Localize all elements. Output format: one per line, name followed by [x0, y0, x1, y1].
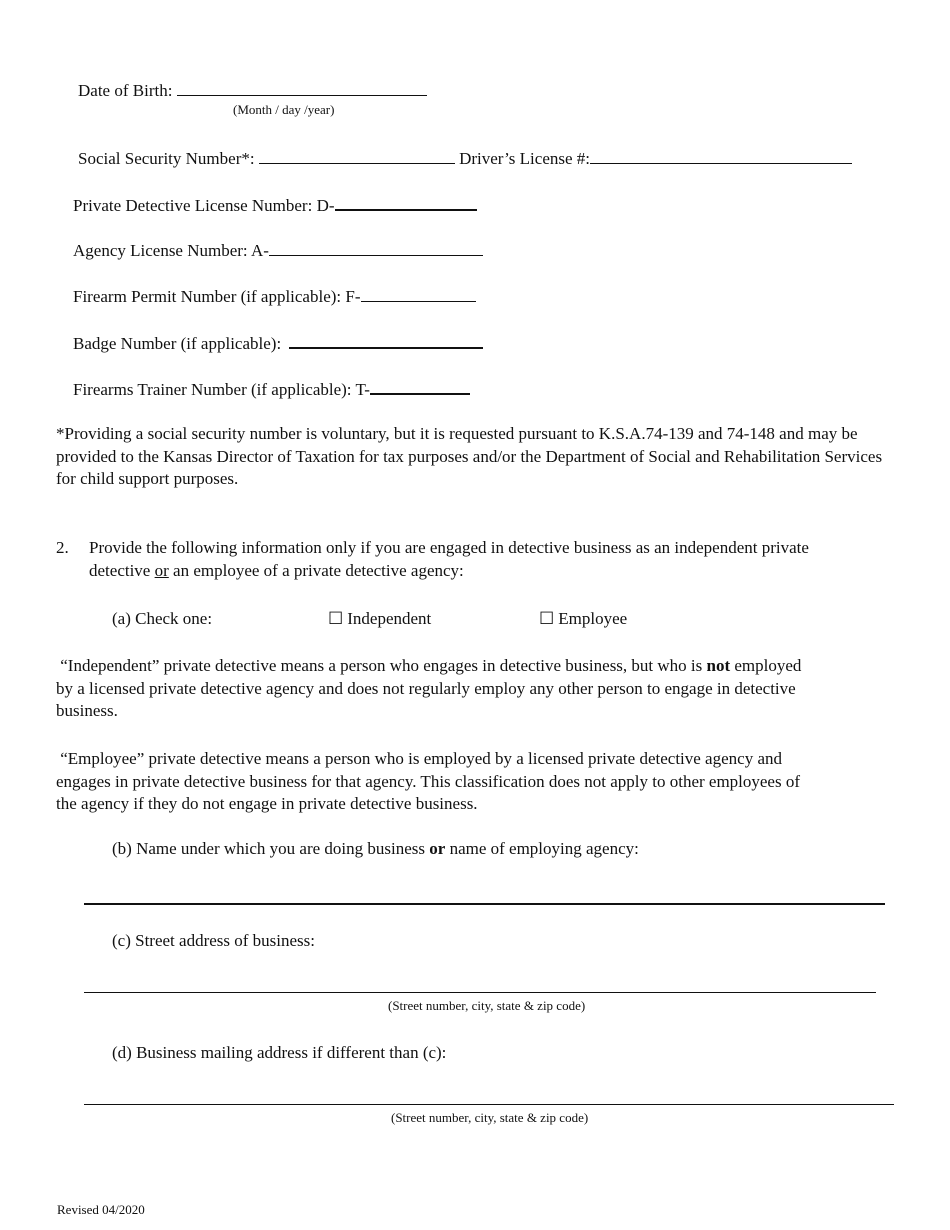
d-hint: (Street number, city, state & zip code) [391, 1110, 589, 1125]
dob-input-line[interactable] [177, 79, 427, 96]
b-after: name of employing agency: [445, 839, 639, 858]
section-2-text-before: Provide the following information only if you are engaged in detective business as an independent private detective [89, 538, 809, 580]
ssn-note: *Providing a social security number is voluntary, but it is requested pursuant to K.S.A.74-139 and 74-148 and may be provided to the Kansas Director of Taxation for tax purposes and/or the Department of Social and Rehabilitation Services for child support purposes. [56, 424, 883, 488]
pd-license-row [73, 193, 477, 217]
option-independent[interactable] [328, 608, 431, 630]
ssn-input-line[interactable] [259, 147, 455, 164]
agency-license-label: Agency License Number: A- [73, 241, 269, 260]
section-2-text-after: an employee of a private detective agency: [168, 560, 464, 580]
option-employee[interactable] [539, 608, 627, 630]
badge-label: Badge Number (if applicable): [73, 334, 282, 353]
checkbox-icon[interactable]: ☐ [539, 609, 555, 628]
indep-def-before: “Independent” private detective means a person who engages in detective business, but who is [60, 656, 707, 675]
c-hint: (Street number, city, state & zip code) [388, 998, 586, 1013]
drivers-license-input-line[interactable] [590, 147, 852, 164]
checkbox-icon[interactable]: ☐ [328, 609, 344, 628]
agency-license-row [73, 239, 483, 262]
ssn-label: Social Security Number*: [78, 149, 255, 168]
badge-row [73, 331, 483, 355]
revised-date: Revised 04/2020 [57, 1202, 145, 1217]
option-employee-label: Employee [558, 609, 628, 628]
indep-def-bold: not [706, 656, 731, 675]
emp-def-text: “Employee” private detective means a person who is employed by a licensed private detective agency and engages in private detective business for that agency. This classification does not apply to other employees of the agency if they do not engage in private detective business. [56, 749, 801, 813]
employee-definition [56, 748, 816, 816]
b-bold: or [429, 839, 446, 858]
trainer-label: Firearms Trainer Number (if applicable): T- [73, 380, 370, 399]
trainer-row [73, 377, 470, 401]
dob-hint: (Month / day /year) [233, 102, 335, 117]
section-2-text-or: or [154, 560, 169, 580]
section-2-intro [89, 537, 839, 582]
badge-input-line[interactable] [289, 331, 483, 349]
section-2-number: 2. [56, 538, 69, 557]
indep-def-after: employed by a licensed private detective agency and does not regularly employ any other person to engage in detective business. [56, 656, 802, 720]
option-independent-label: Independent [347, 609, 432, 628]
pd-license-input-line[interactable] [335, 193, 477, 211]
drivers-license-label: Driver’s License #: [459, 149, 590, 168]
b-label [112, 838, 639, 860]
independent-definition [56, 655, 816, 723]
c-label: (c) Street address of business: [112, 931, 316, 950]
pd-license-label: Private Detective License Number: D- [73, 196, 335, 215]
firearm-permit-row [73, 285, 476, 308]
trainer-input-line[interactable] [370, 377, 470, 395]
agency-license-input-line[interactable] [269, 239, 483, 256]
firearm-permit-input-line[interactable] [361, 285, 476, 302]
street-address-input-line[interactable] [84, 992, 876, 993]
dob-row [78, 79, 427, 102]
business-name-input-line[interactable] [84, 903, 885, 905]
d-label: (d) Business mailing address if different than (c): [112, 1043, 447, 1062]
mailing-address-input-line[interactable] [84, 1104, 894, 1105]
dob-label: Date of Birth: [78, 81, 173, 100]
check-one-label: (a) Check one: [112, 609, 213, 628]
ssn-row [78, 147, 852, 170]
firearm-permit-label: Firearm Permit Number (if applicable): F- [73, 287, 361, 306]
b-before: (b) Name under which you are doing business [112, 839, 430, 858]
